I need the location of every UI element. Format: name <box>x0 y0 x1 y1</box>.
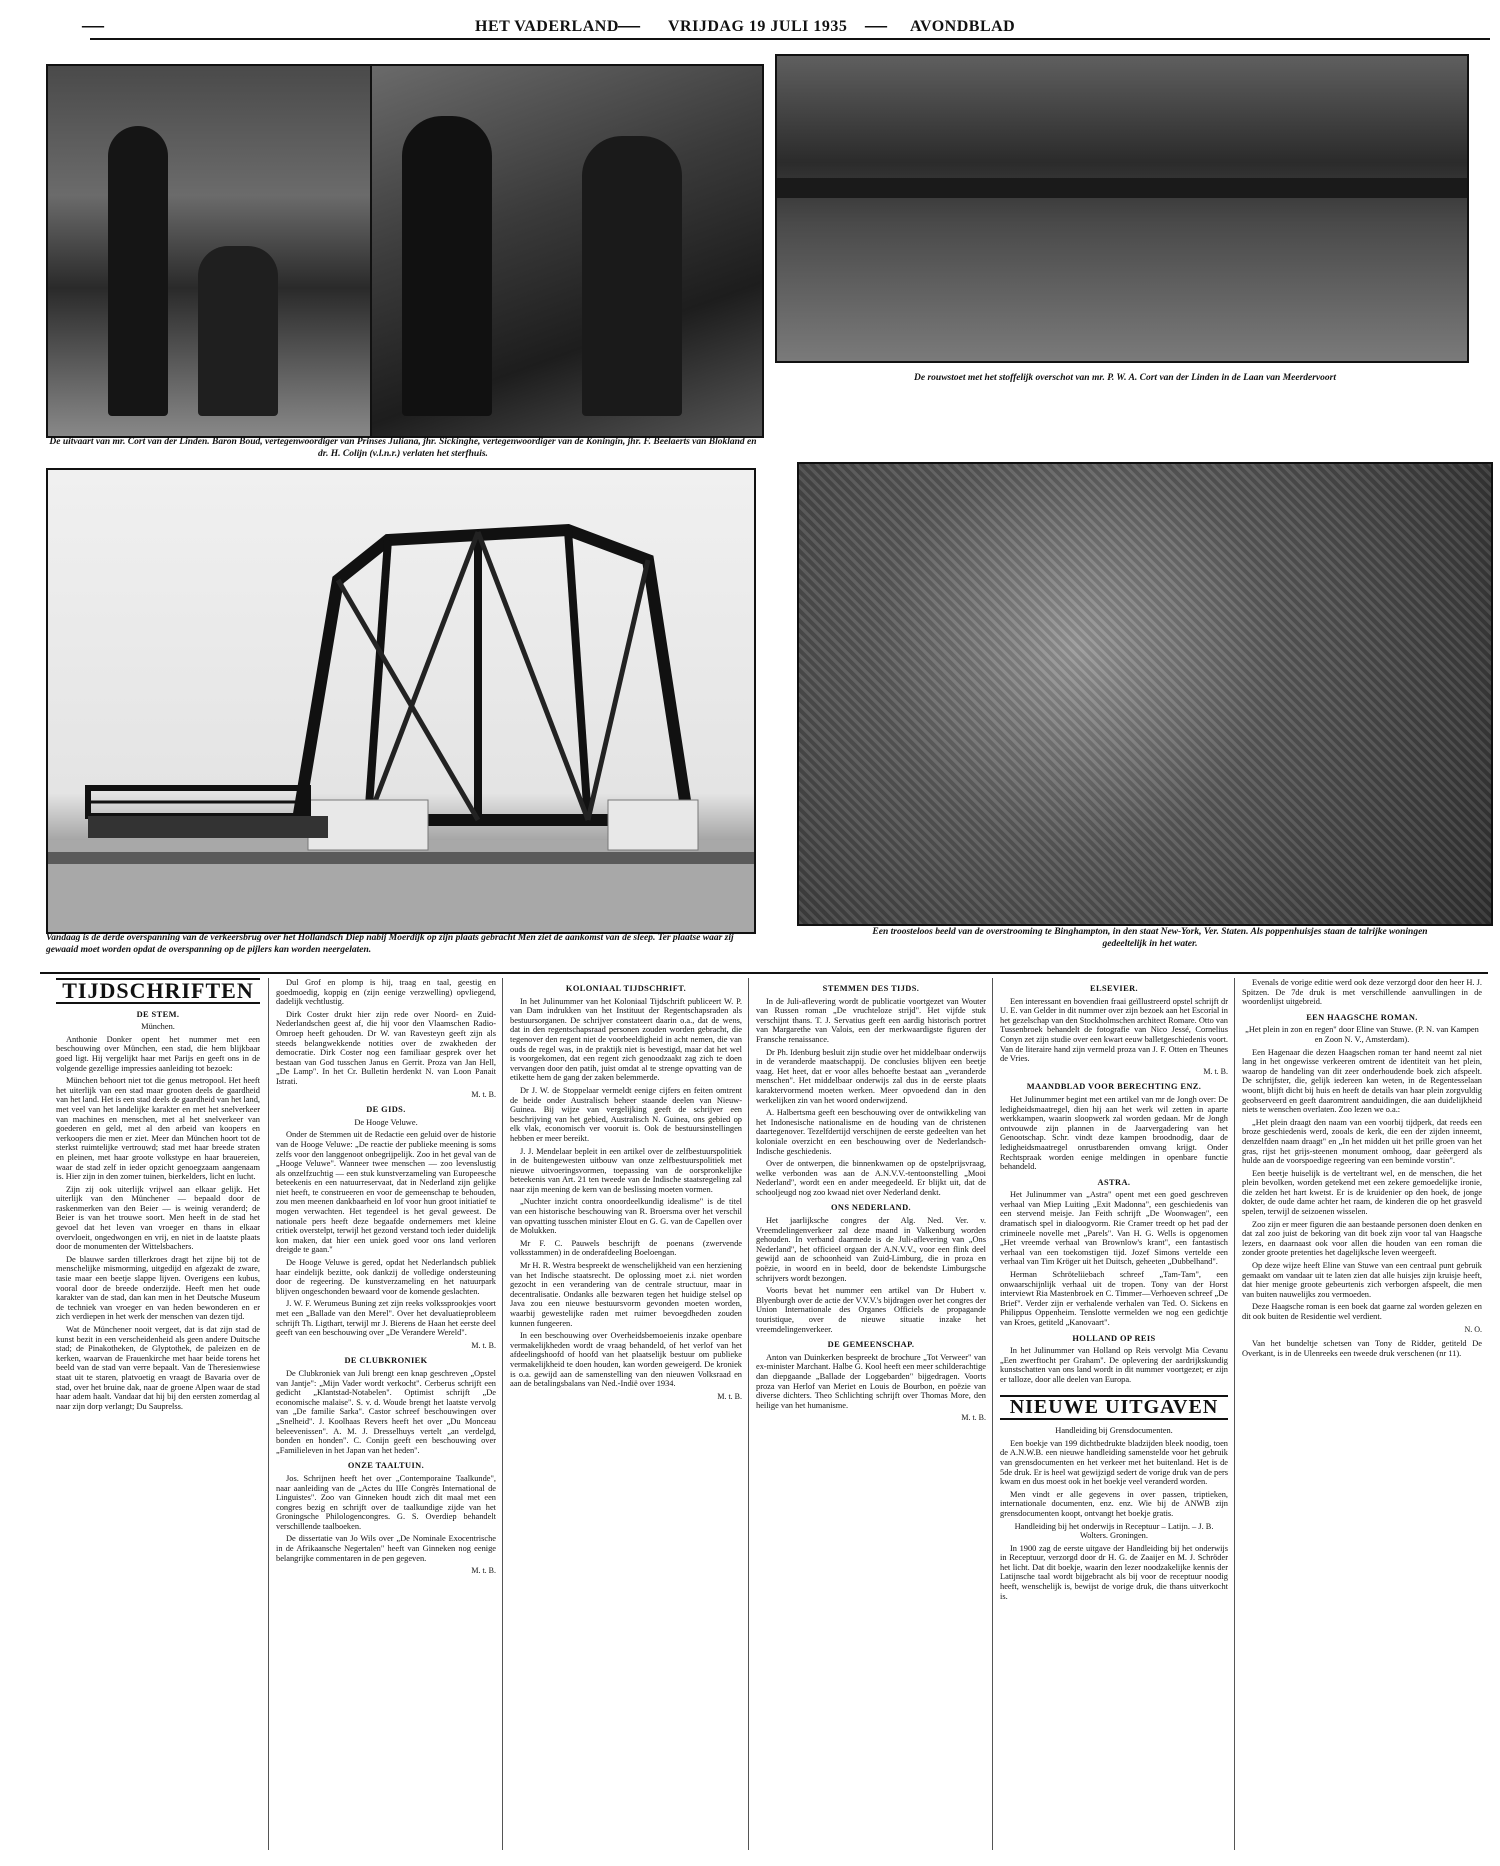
column-rule <box>502 978 503 1850</box>
article-paragraph: De Clubkroniek van Juli brengt een knap geschreven „Opstel van Jantje": „Mijn Vader wordt verkocht". Cerberus schrijft een gedicht „Klantstad-Notabelen". Optimist schrijft „De economische malaise". S. v. d. Woude brengt het laatste vervolg van „De familie Sarka". Castor schreef beschouwingen over „Snelheid". J. Koolhaas Revers heeft het over „Du Monceau beleevenissen". A. M. J. Dresselhuys vertelt „an verdelgd, bonden en honden". C. Conijn geeft een beschouwing over „Familieleven in het Japan van het heden". <box>276 1368 496 1455</box>
subheading-grensdocumenten: Handleiding bij Grensdocumenten. <box>1055 1426 1173 1436</box>
article-paragraph: A. Halbertsma geeft een beschouwing over de ontwikkeling van het Indonesische nationalisme en de houding van de christenen daartegenover. Tezelfdertijd verschijnen de eerste gedeelten van het koloniale overzicht en een beschouwing over de Nederlandsch-Indische geschiedenis. <box>756 1108 986 1156</box>
signature: N. O. <box>1464 1324 1482 1334</box>
article-paragraph: In de Juli-aflevering wordt de publicatie voortgezet van Wouter van Russen roman „De vruchteloze strijd". Het vijfde stuk verschijnt thans. T. J. Servatius geeft een aardig historisch portret van Margarethe van Valois, een der merkwaardigste figuren der Fransche renaissance. <box>756 996 986 1044</box>
column-rule <box>1234 978 1235 1850</box>
signature: M. t. B. <box>471 1340 496 1350</box>
article-paragraph: Een interessant en bovendien fraai geïllustreerd opstel schrijft dr U. E. van Gelder in dit nummer over zijn bezoek aan het Escorial in het gezelschap van den Stockholmschen architect Romare. Otto van Tussenbroek behandelt de fotografie van Nico Jessé, Cornelius Conyn zet zijn studie over een kwart eeuw balletgeschiedenis voort. Van de literaire hand zijn vermeld proza van J. F. Otten en Theunes de Vries. <box>1000 996 1228 1064</box>
article-paragraph: In een beschouwing over Overheidsbemoeienis inzake openbare vermakelijkheden wordt de vraag behandeld, of het verlof van het afdeelingshoofd of hoofd van het plaatselijk bestuur om publieke vermakelijkheid te doen houden, kan worden geweigerd. De kroniek is o.a. gewijd aan de samenstelling van den nieuwen Volksraad en aan de betalingsbalans van Ned.-Indië over 1934. <box>510 1331 742 1389</box>
article-paragraph: Onder de Stemmen uit de Redactie een geluid over de historie van de Hooge Veluwe: „De reactie der publieke meening is soms zelfs voor den langgenoot onbegrijpelijk. Zoo in het geval van de „Hooge Veluwe". Wanneer twee menschen — zoo levenslustig als onzelfzuchtig — een stuk kunstverzameling van Europeesche beteekenis en een natuurreservaat, dat in Nederland zijn gelijke niet heeft, te construeeren en voor de gemeenschap te behouden, zou men meenen dankbaarheid en lof voor hun groot initiatief te mogen verwachten. Het tegendeel is het geval geweest. De nationale pers heeft deze begaafde ondernemers met kleine critiek overstelpt, terwijl het gezond verstand toch ieder duidelijk kon maken, dat hier een uniek goed voor ons land verloren dreigde te gaan." <box>276 1130 496 1255</box>
masthead-rule <box>90 38 1490 40</box>
column-rule <box>268 978 269 1850</box>
photo-binghampton-flood <box>797 462 1493 926</box>
column-stemmen-des-tijds <box>756 978 986 1848</box>
column-elsevier-astra <box>1000 978 1228 1848</box>
article-paragraph: Dirk Coster drukt hier zijn rede over Noord- en Zuid-Nederlandschen geest af, die hij voor den Vlaamschen Radio-Omroep heeft gehouden. Dr W. van Ravesteyn geeft zijn als steeds belangwekkende notities over de zwakheden der democratie. Dirk Coster nog een familiaar gesprek over het bestaan van God tusschen Janus en Gerrit. Proza van Jan Hell, „De Lamp". In het Cr. Bulletin herdenkt N. van Loon Panait Istrati. <box>276 1009 496 1086</box>
article-paragraph: Dul Grof en plomp is hij, traag en taal, geestig en goedmoedig, koppig en (zijn eenige verzwelling) opvliegend, dadelijk vechtlustig. <box>276 978 496 1007</box>
column-tijdschriften <box>56 978 260 1848</box>
article-paragraph: Wat de Münchener nooit vergeet, dat is dat zijn stad de kunst bezit in een verscheidenheid als geen andere Duitsche stad; de Pinakotheken, de Glyptothek, de paleizen en de kerken, waarvan de Frauenkirche met haar beide torens het beeld van de stad van verre bepaalt. Van de Theresienwiese staat uit te staren, platvoetig en vraagt de Bavaria over de stad, over het bruine dak, naar de groene Alpen waar de stad haar adem haalt. Vandaar dat hij bij den eersten zomerdag al naar zijn dorp verlangt; Du Sauprelss. <box>56 1325 260 1411</box>
caption-funeral: De uitvaart van mr. Cort van der Linden. Baron Boud, vertegenwoordiger van Prinses Juliana, jhr. Sickinghe, vertegenwoordiger van de Koningin, jhr. F. Beelaerts van Blokland en dr. H. Colijn (v.l.n.r.) verlaten het sterfhuis. <box>49 437 757 459</box>
signature: M. t. B. <box>961 1413 986 1423</box>
photo-moerdijk-bridge <box>46 468 756 934</box>
masthead-dash: — <box>618 12 640 37</box>
article-paragraph: De Hooge Veluwe is gered, opdat het Nederlandsch publiek haar eindelijk bezitte, ook dankzij de volledige ondersteuning door de regeering. De kunstverzameling en het natuurpark blijven ongeschonden bewaard voor de komende geslachten. <box>276 1258 496 1296</box>
article-paragraph: Over de ontwerpen, die binnenkwamen op de opstelprijsvraag, welke verbonden was aan de A.N.V.V.-tentoonstelling „Mooi Nederland", wordt een en ander meegedeeld. Er blijkt uit, dat de schooljeugd nog zoo kwaad niet over Nederland denkt. <box>756 1159 986 1197</box>
section-de-gemeenschap: DE GEMEENSCHAP. <box>827 1340 915 1350</box>
masthead-dash: — <box>865 12 887 37</box>
article-paragraph: Voorts bevat het nummer een artikel van Dr Hubert v. Blyenburgh over de actie der V.V.V.'s bijdragen over het congres der Union Internationale des Organes Officiels de propagande touristique, over de nieuwe situatie inzake het vreemdelingenverkeer. <box>756 1286 986 1334</box>
bridge-illustration <box>48 470 754 932</box>
heading-nieuwe-uitgaven: NIEUWE UITGAVEN <box>1000 1395 1228 1421</box>
article-paragraph: Evenals de vorige editie werd ook deze verzorgd door den heer H. J. Spitzen. De 7de druk is met verschillende aanvullingen in de woordenlijst uitgebreid. <box>1242 978 1482 1007</box>
masthead-date: VRIJDAG 19 JULI 1935 <box>668 18 848 35</box>
masthead <box>82 4 1490 44</box>
section-divider <box>40 972 1488 974</box>
masthead-edition: AVONDBLAD <box>910 18 1016 35</box>
article-paragraph: De blauwe sarden tillerkroes dragt het zijne bij tot de menschelijke mismorming, uitgedijd en afgezakt de zware, tasie maar een beetje slappe lijven. Overigens een kubus, vooral door de breede onderzijde. Heeft men het oude karakter van de stad, dan kan men in het Deutsche Museum de techniek van vroeger en van heden bewonderen en er zich verdiepen in het werk der menschen van dezen tijd. <box>56 1254 260 1322</box>
article-paragraph: Zijn zij ook uiterlijk vrijwel aan elkaar gelijk. Het uiterlijk van den Münchener — bepaald door de raskenmerken van den Beier — is weinig veranderd; de Beier is van het trouwe soort. Men heeft in de stad het gevoel dat het leven van vroeger en thans in elkaar overvloeit, ongedwongen en vrij, en niet in de laatste plaats door de monumenten der Wittelsbachers. <box>56 1184 260 1252</box>
caption-bridge: Vandaag is de derde overspanning van de verkeersbrug over het Hollandsch Diep nabij Moerdijk op zijn plaats gebracht Men ziet de aankomst van de sleep. Ter plaatse waar zij gewaaid moet worden opdat de overspanning op de pijlers kan worden neergelaten. <box>46 933 734 955</box>
article-paragraph: Een boekje van 199 dichtbedrukte bladzijden bleek noodig, toen de A.N.W.B. een nieuwe handleiding samenstelde voor het gebruik van grensdocumenten en het verkeer met het buitenland. Het is de 5de druk. Er is heel wat gewijzigd sedert de vorige druk van de pers kwam en dus moest ook in het boekje veel veranderd worden. <box>1000 1438 1228 1487</box>
column-de-gids <box>276 978 496 1848</box>
subheading-munchen: München. <box>141 1022 175 1032</box>
article-paragraph: Deze Haagsche roman is een boek dat gaarne zal worden gelezen en dit ook buiten de Residentie wel verdient. <box>1242 1302 1482 1321</box>
caption-procession: De rouwstoet met het stoffelijk overschot van mr. P. W. A. Cort van der Linden in de Laan van Meerdervoort <box>914 373 1336 383</box>
photo-funeral-departure-left <box>46 64 372 438</box>
article-paragraph: Een Hagenaar die dezen Haagschen roman ter hand neemt zal niet lang in het ongewisse verkeeren omtrent de identiteit van het plein, waarop de handeling van dit zeer onderhoudende boek zich afspeelt. De schrijfster, die, gelijk iedereen kan weten, in de Regentesselaan woont, blijft dicht bij huis en heeft de details van haar plein zorgvuldig geobserveerd en geeft daaromtrent aanduidingen, die aan duidelijkheid niets te wenschen overlaten. Zoo lezen we o.a.: <box>1242 1047 1482 1115</box>
article-paragraph: Het Julinummer van „Astra" opent met een goed geschreven verhaal van Miep Luiting „Exit Madonna", een geschiedenis van een stervend meisje. Jan Feith schrijft „De Woonwagen", een dramatisch spel in dialoogvorm. Rie Cramer treedt op het pad der crimineele novelle met „Parels". Van H. G. Wells is opgenomen „Het vreemde verhaal van Brownlow's krant", een fantastisch verhaal van een toekomstigen tijd. Jozef Simons vertelde een verhaal van Tim Kröger uit het Duitsch, geheeten „Dubbelhand". <box>1000 1190 1228 1267</box>
column-rule <box>748 978 749 1850</box>
column-haagsche-roman <box>1242 978 1482 1848</box>
article-paragraph: Een beetje huiselijk is de verteltrant wel, en de menschen, die het plein bevolken, worden getekend met een zekere gemoedelijke ironie, die zelden het hart kwetst. Er is de kruidenier op den hoek, de jonge dokter, de oude dame achter het raam, de kinderen die op het grasveld spelen, terwijl de seizoenen wisselen. <box>1242 1168 1482 1217</box>
section-clubkroniek: DE CLUBKRONIEK <box>344 1356 428 1366</box>
article-paragraph: Mr F. C. Pauwels beschrijft de poenans (zwervende volksstammen) in de onderafdeeling Boeloengan. <box>510 1238 742 1258</box>
column-rule <box>992 978 993 1850</box>
article-paragraph: München behoort niet tot die genus metropool. Het heeft het uiterlijk van een stad maar grooten deels de gaardheid van het land. Het is een stad deels de gaardheid van het land, met veel van het landelijke karakter en met het snelverkeer van machines en menschen, met al het snelverkeer van goederen en geld, met al den arbeid van koopers en verkoopers die men er ziet. Meer dan München hoort tot de sterkst ruimtelijke vertrouwd; stad met haar breede straten en pleinen, met haar groote volkstype en haar brauereien, waar de stad zelf in ieder opzicht genoegzaam aangenaam is. Hier zijn in den zomer tuinen, bierkelders, licht en lucht. <box>56 1076 260 1182</box>
article-paragraph: Het jaarlijksche congres der Alg. Ned. Ver. v. Vreemdelingenverkeer zal deze maand in Valkenburg worden gehouden. In verband daarmede is de Juli-aflevering van „Ons Nederland", het officieel orgaan der A.N.V.V., voor een flink deel gewijd aan de schoonheid van Zuid-Limburg, die in proza en poëzie, in woord en in beeld, door de bekendste Limburgsche schrijvers wordt bezongen. <box>756 1216 986 1283</box>
masthead-dash-left: — <box>82 12 104 37</box>
caption-flood: Een troosteloos beeld van de overstrooming te Binghampton, in den staat New-York, Ver. Staten. Als poppenhuisjes staan de talrijke woningen gedeeltelijk in het water. <box>872 927 1428 949</box>
column-koloniaal-tijdschrift <box>510 978 742 1848</box>
article-paragraph: J. W. F. Werumeus Buning zet zijn reeks volkssprookjes voort met een „Ballade van den Merel". Over het devaluatieprobleem schrijft Th. Ligthart, terwijl mr J. Bierens de Haan het eerste deel geeft van een beschouwing over „De Verandere Wereld". <box>276 1299 496 1338</box>
article-paragraph: Men vindt er alle gegevens in over passen, triptieken, internationale documenten, enz. enz. Wie bij de ANWB zijn grensdocumenten koopt, ontvangt het boekje gratis. <box>1000 1489 1228 1518</box>
article-paragraph: Dr Ph. Idenburg besluit zijn studie over het middelbaar onderwijs in de veranderde maatschappij. De conclusies blijven een beetje vaag. Het heet, dat er voor alles behoefte bestaat aan „veranderde menschen". Het middelbaar onderwijs zal dus in de eerste plaats karaktervormend moeten werken. Meer opvoedend dan in den werkelijken zin van het woord onderwijzend. <box>756 1047 986 1105</box>
signature: M. t. B. <box>471 1089 496 1099</box>
section-onze-taaltuin: ONZE TAALTUIN. <box>347 1461 425 1471</box>
article-paragraph: Dr J. W. de Stoppelaar vermeldt eenige cijfers en feiten omtrent de beide onder Australisch beheer staande deelen van Nieuw-Guinea. Bij wijze van vergelijking geeft de schrijver een beschrijving van het gebied, Australisch N. Guinea, ons gebied op elk vlak, economisch ver vooruit is. Ook de bestuursinstellingen hebben er meer bereikt. <box>510 1085 742 1143</box>
article-paragraph: „Nuchter inzicht contra onoordeelkundig idealisme" is de titel van een historische beschouwing van R. Broersma over het verschil van opvatting tusschen minister Elout en G. G. van de Capellen over de Molukken. <box>510 1197 742 1236</box>
article-paragraph: J. J. Mendelaar bepleit in een artikel over de zelfbestuurspolitiek in de buitengewesten uitbouw van onze zelfbestuurspolitiek met nieuwe uitvoeringsvormen, toepassing van de oorspronkelijke beteekenis van Art. 21 ten tweede van de Indische staatsregeling zal naar zijn meening de kern van de beslissing moeten vormen. <box>510 1146 742 1194</box>
signature: M. t. B. <box>1203 1066 1228 1076</box>
article-paragraph: In het Julinummer van Holland op Reis vervolgt Mia Cevanu „Een zwerftocht per Graham". De oplevering der aardrijkskundig kunstschatten van ons land wordt in dit nummer voortgezet; er zijn er talloze, door alle deelen van Europa. <box>1000 1346 1228 1384</box>
article-paragraph: Herman Schröteliiebach schreef „Tam-Tam", een onwaarschijnlijk verhaal uit de tropen. Tony van der Horst interviewt Ria Mastenbroek en C. Timmer—Verhoeven schreef „De Brief". Verder zijn er verhalende verhalen van Ted. O. Sickens en Philippus Oppenheim. Tenslotte vermelden we nog een gedichtje van Kroes, getiteld „Kanovaart". <box>1000 1270 1228 1327</box>
article-paragraph: Zoo zijn er meer figuren die aan bestaande personen doen denken en dat zal zoo juist de bekoring van dit boek zijn voor tal van Haagsche lezers, en daarnaast ook voor allen die houden van een roman die zonder groote pretenties het dagelijksche leven weergeeft. <box>1242 1219 1482 1258</box>
article-paragraph: Het Julinummer begint met een artikel van mr de Jongh over: De ledigheidsmaatregel, dien hij aan het werk wil zetten in aparte werkkampen, waarin sloopwerk zal worden gedaan. Mr de Jongh ontvouwde zijn plannen in de Jaarvergadering van het Genootschap. Schr. vindt deze kampen broodnodig, daar de ledigheidsmaatregel onrustbarenden omvang krijgt. Onder Rechtspraak worden eenige meldingen in openbare functie behandeld. <box>1000 1094 1228 1172</box>
photo-funeral-departure-right <box>370 64 764 438</box>
signature: M. t. B. <box>717 1391 742 1401</box>
article-paragraph: In 1900 zag de eerste uitgave der Handleiding bij het onderwijs in Receptuur, verzorgd door dr H. G. de Zaaijer en M. J. Schröder het licht. Dat dit boekje, waarin den lezer noodzakelijke kennis der Latijnsche taal wordt bijgebracht als bij voor de receptuur noodig heeft, wenschelijk is, bewijst de vorige druk, die thans uitverkocht is. <box>1000 1543 1228 1601</box>
article-paragraph: Anthonie Donker opent het nummer met een beschouwing over München, een stad, die hem blijkbaar goed ligt. Hij vergelijkt haar met Parijs en geeft ons in de volgende gezellige impressies aanleiding tot bezoek: <box>56 1034 260 1073</box>
signature: M. t. B. <box>471 1566 496 1576</box>
section-de-gids: DE GIDS. <box>366 1105 406 1115</box>
article-paragraph: Anton van Duinkerken bespreekt de brochure „Tot Verweer" van ex-minister Marchant. Halbe G. Kool heeft een meer schilderachtige dan diepgaande „Ballade der Loggebarden" bijgedragen. Voorts proza van Herlof van Meriet en Louis de Bourbon, en poëzie van diverse dichters. Theo Schlichting schrijft over Thomas More, den heilige van het humanisme. <box>756 1352 986 1410</box>
article-paragraph: De dissertatie van Jo Wils over „De Nominale Exocentrische in de Afrikaansche Negertalen" heeft van Ginneken nog eenige belangrijke commentaren in de pen gegeven. <box>276 1534 496 1563</box>
section-ons-nederland: ONS NEDERLAND. <box>830 1203 912 1213</box>
section-astra: ASTRA. <box>1097 1177 1131 1187</box>
article-paragraph: Jos. Schrijnen heeft het over „Contemporaine Taalkunde", naar aanleiding van de „Actes du IIIe Congrès International de Linguistes". Zoo van Ginneken houdt zich dit maal met een congres bezig en schrijft over de taalkundige zijde van het Groningsche Philologencongres. G. S. Overdiep behandelt verschillende taalboeken. <box>276 1473 496 1531</box>
subheading-receptuur: Handleiding bij het onderwijs in Receptuur – Latijn. – J. B. Wolters. Groningen. <box>1014 1521 1214 1541</box>
photo-funeral-procession <box>775 54 1469 363</box>
article-paragraph: Op deze wijze heeft Eline van Stuwe van een centraal punt gebruik gemaakt om vandaar uit te laten zien dat alle huisjes zijn kruisje heeft, dat hier menige groote gebeurtenis zich verborgen afspeelt, die men van buiten nauwelijks zou vermoeden. <box>1242 1261 1482 1299</box>
section-de-stem: DE STEM. <box>136 1009 180 1019</box>
heading-tijdschriften: TIJDSCHRIFTEN <box>56 978 260 1004</box>
subheading-hooge-veluwe: De Hooge Veluwe. <box>354 1117 418 1127</box>
article-paragraph: Mr H. R. Westra bespreekt de wenschelijkheid van een herziening van het Indische staatsrecht. De oplossing moet z.i. niet worden gezocht in een verandering van de centrale structuur, maar in decentralisatie. Ondanks alle bezwaren tegen het huidige stelsel op Java zou een nieuwe bestuursvorm gevonden moeten worden, waarbij gewestelijke raden met ruimer bevoegdheden zouden kunnen fungeeren. <box>510 1261 742 1328</box>
section-koloniaal-tijdschrift: KOLONIAAL TIJDSCHRIFT. <box>565 984 687 993</box>
section-holland-op-reis: HOLLAND OP REIS <box>1072 1333 1156 1343</box>
masthead-paper-name: HET VADERLAND <box>475 18 619 35</box>
section-haagsche-roman: EEN HAAGSCHE ROMAN. <box>1306 1012 1418 1022</box>
article-paragraph: Van het bundeltje schetsen van Tony de Ridder, getiteld De Overkant, is in de Ulenreeks een tweede druk verschenen (nr 11). <box>1242 1339 1482 1358</box>
subheading-plein-zon-regen: „Het plein in zon en regen" door Eline van Stuwe. (P. N. van Kampen en Zoon N. V., Amsterdam). <box>1245 1025 1479 1044</box>
section-maandblad-berechting: MAANDBLAD VOOR BERECHTING ENZ. <box>1026 1082 1202 1092</box>
section-elsevier: ELSEVIER. <box>1089 984 1139 993</box>
article-paragraph: „Het plein draagt den naam van een voorbij tijdperk, dat reeds een broze geschiedenis werd, zooals de kerk, die een der zijden inneemt, denzelfden naam draagt" en „In het midden uit het prille groen van het gras, rijst het grijs-steenen monument omhoog, daar geëergerd als hulde aan de voorspoedige regeering van een beminde vorstin". <box>1242 1117 1482 1166</box>
section-stemmen-des-tijds: STEMMEN DES TIJDS. <box>822 984 920 993</box>
article-paragraph: In het Julinummer van het Koloniaal Tijdschrift publiceert W. P. van Dam indrukken van het Instituut der Regentschapsraden als bestuursorganen. De schrijver constateert daarin o.a., dat de wens, dat in den regentschapsraad personen zouden worden gebracht, die tegenover den regent niet de voorbeeldigheid in acht nemen, die van ouds de regel was, in de praktijk niet is bevestigd, maar dat het wel is voorgekomen, dat een regent zich genoodzaakt zag zich te doen vervangen door den patih, juist omdat al te strenge opvatting van de etikette hem de gang der zaken belemmerde. <box>510 996 742 1083</box>
